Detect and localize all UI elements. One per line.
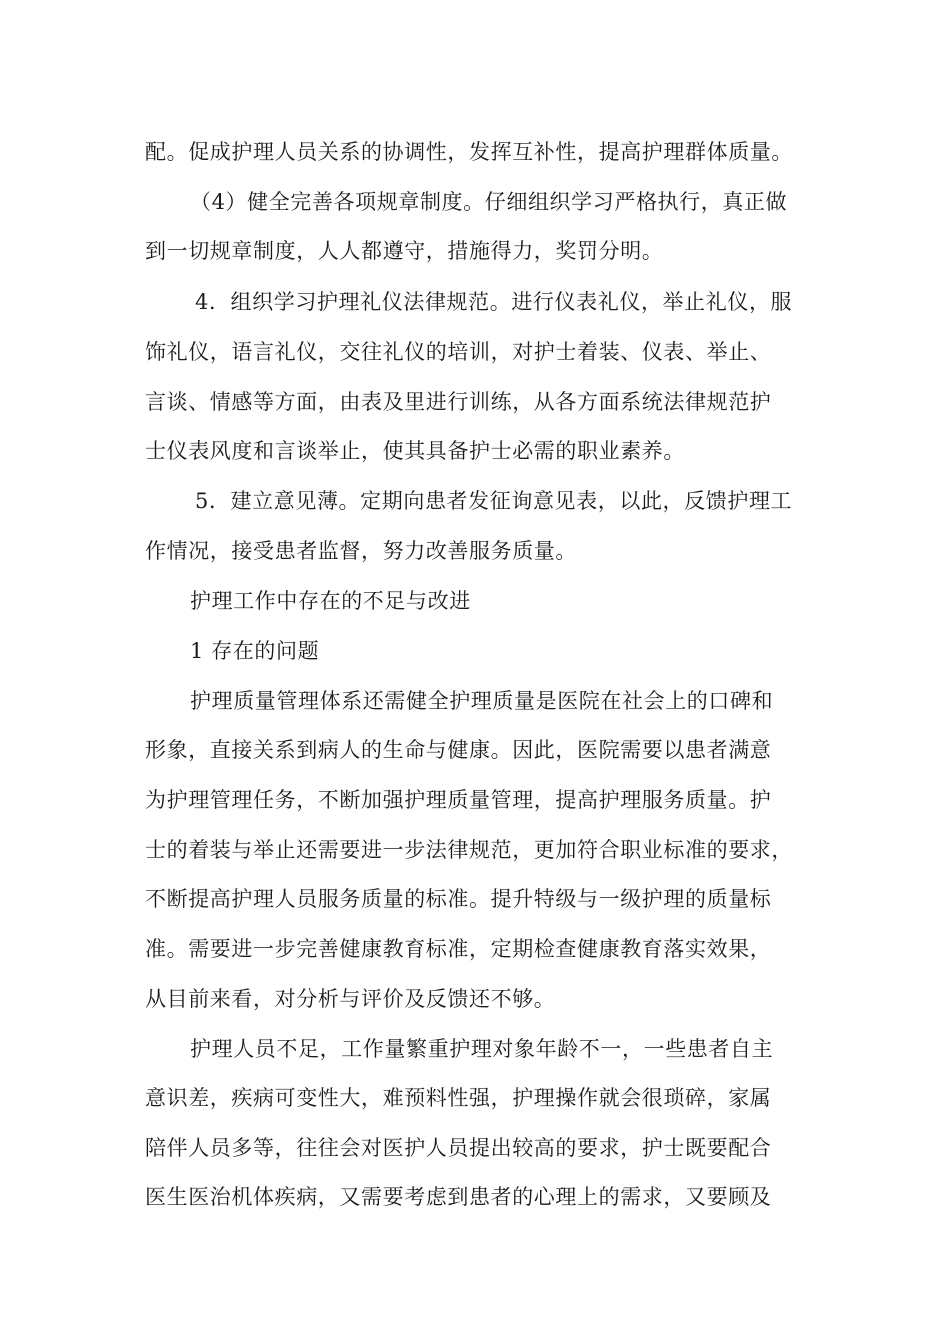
paragraph-line: 护理质量管理体系还需健全护理质量是医院在社会上的口碑和 <box>190 689 774 713</box>
paragraph-line: 到一切规章制度，人人都遵守，措施得力，奖罚分明。 <box>145 239 664 263</box>
paragraph-line: 5．建立意见薄。定期向患者发征询意见表，以此，反馈护理工 <box>195 489 793 513</box>
paragraph-line: 从目前来看，对分析与评价及反馈还不够。 <box>145 987 556 1011</box>
paragraph-line: 为护理管理任务，不断加强护理质量管理，提高护理服务质量。护 <box>145 788 772 812</box>
paragraph-line: 护理人员不足，工作量繁重护理对象年龄不一，一些患者自主 <box>190 1037 774 1061</box>
paragraph-line: 意识差，疾病可变性大，难预料性强，护理操作就会很琐碎，家属 <box>145 1086 772 1110</box>
paragraph-line: 士的着装与举止还需要进一步法律规范，更加符合职业标准的要求， <box>145 838 793 862</box>
subsection-heading: 1 存在的问题 <box>190 639 320 663</box>
paragraph-line: 4．组织学习护理礼仪法律规范。进行仪表礼仪，举止礼仪，服 <box>195 290 793 314</box>
section-heading: 护理工作中存在的不足与改进 <box>190 589 471 613</box>
paragraph-line: 配。促成护理人员关系的协调性，发挥互补性，提高护理群体质量。 <box>145 140 793 164</box>
paragraph-line: 准。需要进一步完善健康教育标准，定期检查健康教育落实效果， <box>145 937 772 961</box>
paragraph-line: 陪伴人员多等，往往会对医护人员提出较高的要求，护士既要配合 <box>145 1136 772 1160</box>
paragraph-line: 形象，直接关系到病人的生命与健康。因此，医院需要以患者满意 <box>145 738 772 762</box>
paragraph-line: 作情况，接受患者监督，努力改善服务质量。 <box>145 539 577 563</box>
paragraph-line: 饰礼仪，语言礼仪，交往礼仪的培训，对护士着装、仪表、举止、 <box>145 340 772 364</box>
paragraph-line: 士仪表风度和言谈举止，使其具备护士必需的职业素养。 <box>145 439 685 463</box>
paragraph-line: （4）健全完善各项规章制度。仔细组织学习严格执行，真正做 <box>190 190 788 214</box>
paragraph-line: 言谈、情感等方面，由表及里进行训练，从各方面系统法律规范护 <box>145 390 772 414</box>
paragraph-line: 不断提高护理人员服务质量的标准。提升特级与一级护理的质量标 <box>145 887 772 911</box>
paragraph-line: 医生医治机体疾病，又需要考虑到患者的心理上的需求，又要顾及 <box>145 1185 772 1209</box>
